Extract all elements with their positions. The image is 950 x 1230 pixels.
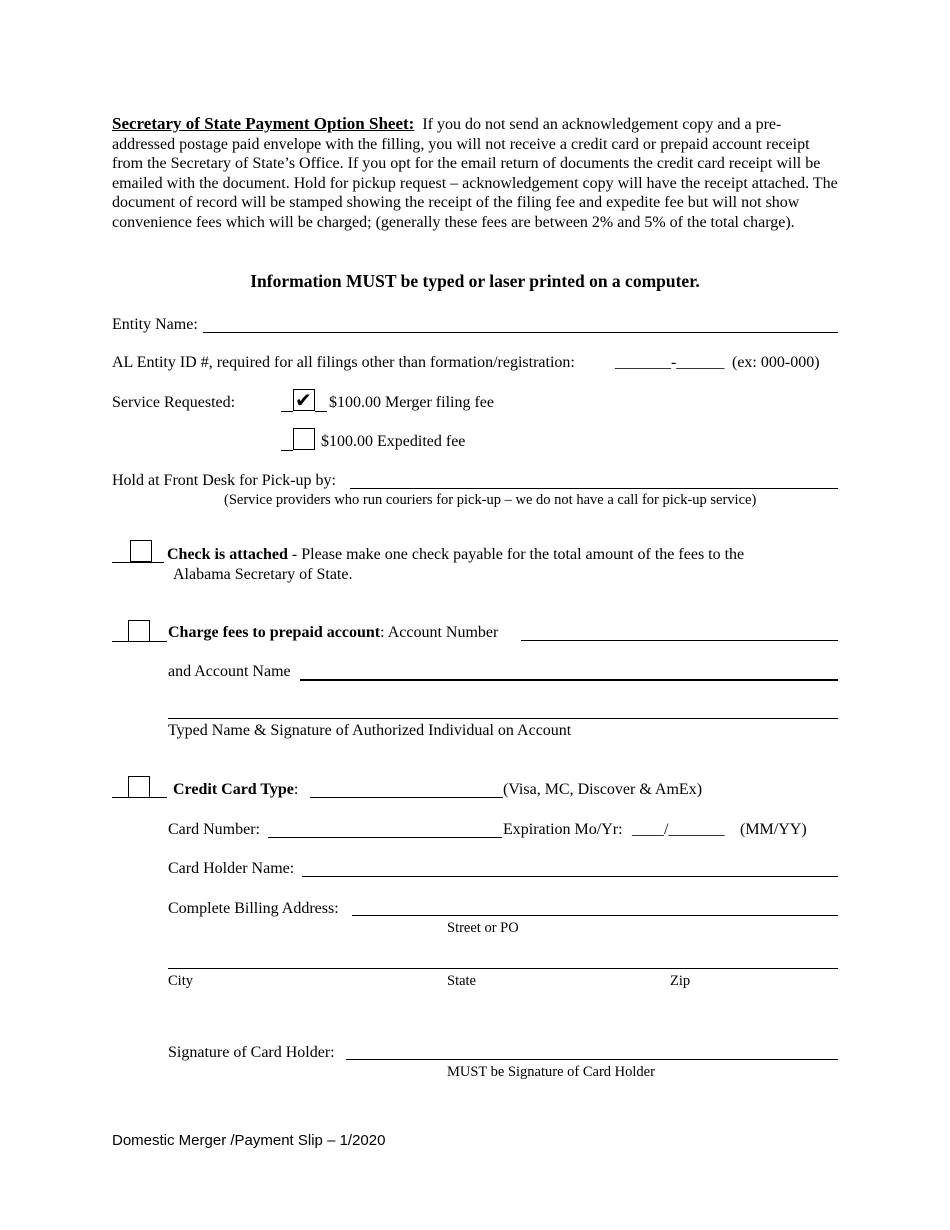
city-caption: City bbox=[168, 973, 193, 989]
prepaid-account-name-field[interactable] bbox=[300, 679, 838, 681]
billing-street-field[interactable] bbox=[352, 915, 838, 916]
billing-city-state-zip-field[interactable] bbox=[168, 968, 838, 969]
service-expedited-checkbox[interactable] bbox=[293, 428, 315, 450]
check-attached-title: Check is attached bbox=[167, 546, 288, 563]
entity-id-field[interactable]: _______-______ bbox=[615, 354, 725, 371]
credit-card-type-colon: : bbox=[293, 781, 299, 798]
service-expedited-underline bbox=[281, 450, 293, 451]
service-merger-underline-2 bbox=[315, 411, 327, 412]
prepaid-signature-label: Typed Name & Signature of Authorized Individual on Account bbox=[168, 722, 572, 739]
card-number-field[interactable] bbox=[268, 837, 502, 838]
credit-card-type-label bbox=[173, 780, 298, 800]
street-caption: Street or PO bbox=[447, 920, 519, 936]
service-expedited-label: $100.00 Expedited fee bbox=[321, 433, 466, 450]
expiration-field[interactable]: ____/_______ bbox=[632, 821, 725, 838]
prepaid-account-name-label: and Account Name bbox=[168, 663, 291, 680]
check-attached-text bbox=[167, 545, 744, 565]
typed-notice: Information MUST be typed or laser printed on a computer. bbox=[250, 271, 700, 291]
prepaid-signature-field[interactable] bbox=[168, 718, 838, 719]
service-merger-label: $100.00 Merger filing fee bbox=[329, 394, 494, 411]
card-holder-signature-field[interactable] bbox=[346, 1059, 838, 1060]
credit-card-types-note: (Visa, MC, Discover & AmEx) bbox=[503, 781, 703, 798]
billing-address-label: Complete Billing Address: bbox=[168, 900, 339, 917]
card-holder-signature-label: Signature of Card Holder: bbox=[168, 1044, 335, 1061]
hold-pickup-label: Hold at Front Desk for Pick-up by: bbox=[112, 472, 336, 489]
prepaid-label bbox=[168, 623, 498, 643]
prepaid-account-number-field[interactable] bbox=[521, 640, 838, 641]
service-merger-underline bbox=[281, 411, 293, 412]
entity-name-field[interactable] bbox=[203, 332, 838, 333]
expiration-label: Expiration Mo/Yr: bbox=[503, 821, 623, 838]
prepaid-account-number-label: : Account Number bbox=[380, 624, 499, 641]
intro-paragraph bbox=[112, 114, 840, 232]
service-requested-label: Service Requested: bbox=[112, 394, 236, 411]
entity-name-label: Entity Name: bbox=[112, 316, 198, 333]
credit-card-type-field[interactable] bbox=[310, 797, 503, 798]
state-caption: State bbox=[447, 973, 476, 989]
card-holder-name-label: Card Holder Name: bbox=[168, 860, 295, 877]
prepaid-checkbox[interactable] bbox=[128, 620, 150, 642]
intro-body: If you do not send an acknowledgement copy and a pre-addressed postage paid envelope with the filling, you will not receive a credit card or prepaid account receipt from the Secretary of State’s Office. If you opt for the email return of documents the credit card receipt will be emailed with the document. Hold for pickup request – acknowledgement copy will have the receipt attached. The document of record will be stamped showing the receipt of the filing fee and expedite fee but will not show convenience fees which will be charged; (generally these fees are between 2% and 5% of the total charge). bbox=[112, 116, 838, 231]
entity-id-label: AL Entity ID #, required for all filings other than formation/registration: bbox=[112, 354, 575, 371]
check-attached-underline bbox=[112, 562, 164, 563]
credit-card-checkbox[interactable] bbox=[128, 776, 150, 798]
expiration-format: (MM/YY) bbox=[740, 821, 807, 838]
zip-caption: Zip bbox=[670, 973, 691, 989]
page-footer: Domestic Merger /Payment Slip – 1/2020 bbox=[112, 1132, 386, 1149]
prepaid-title: Charge fees to prepaid account bbox=[168, 624, 381, 641]
card-number-label: Card Number: bbox=[168, 821, 260, 838]
credit-card-type-title: Credit Card Type bbox=[173, 781, 294, 798]
check-attached-desc: - Please make one check payable for the total amount of the fees to the bbox=[287, 546, 745, 563]
checkmark-icon: ✔ bbox=[295, 388, 312, 412]
check-attached-checkbox[interactable] bbox=[130, 540, 152, 562]
signature-caption: MUST be Signature of Card Holder bbox=[447, 1064, 655, 1080]
intro-lead: Secretary of State Payment Option Sheet: bbox=[112, 114, 415, 133]
card-holder-name-field[interactable] bbox=[302, 876, 838, 877]
hold-pickup-note: (Service providers who run couriers for pick-up – we do not have a call for pick-up service) bbox=[224, 492, 757, 508]
check-attached-payee: Alabama Secretary of State. bbox=[173, 566, 353, 583]
entity-id-example: (ex: 000-000) bbox=[732, 354, 820, 371]
hold-pickup-field[interactable] bbox=[350, 488, 838, 489]
